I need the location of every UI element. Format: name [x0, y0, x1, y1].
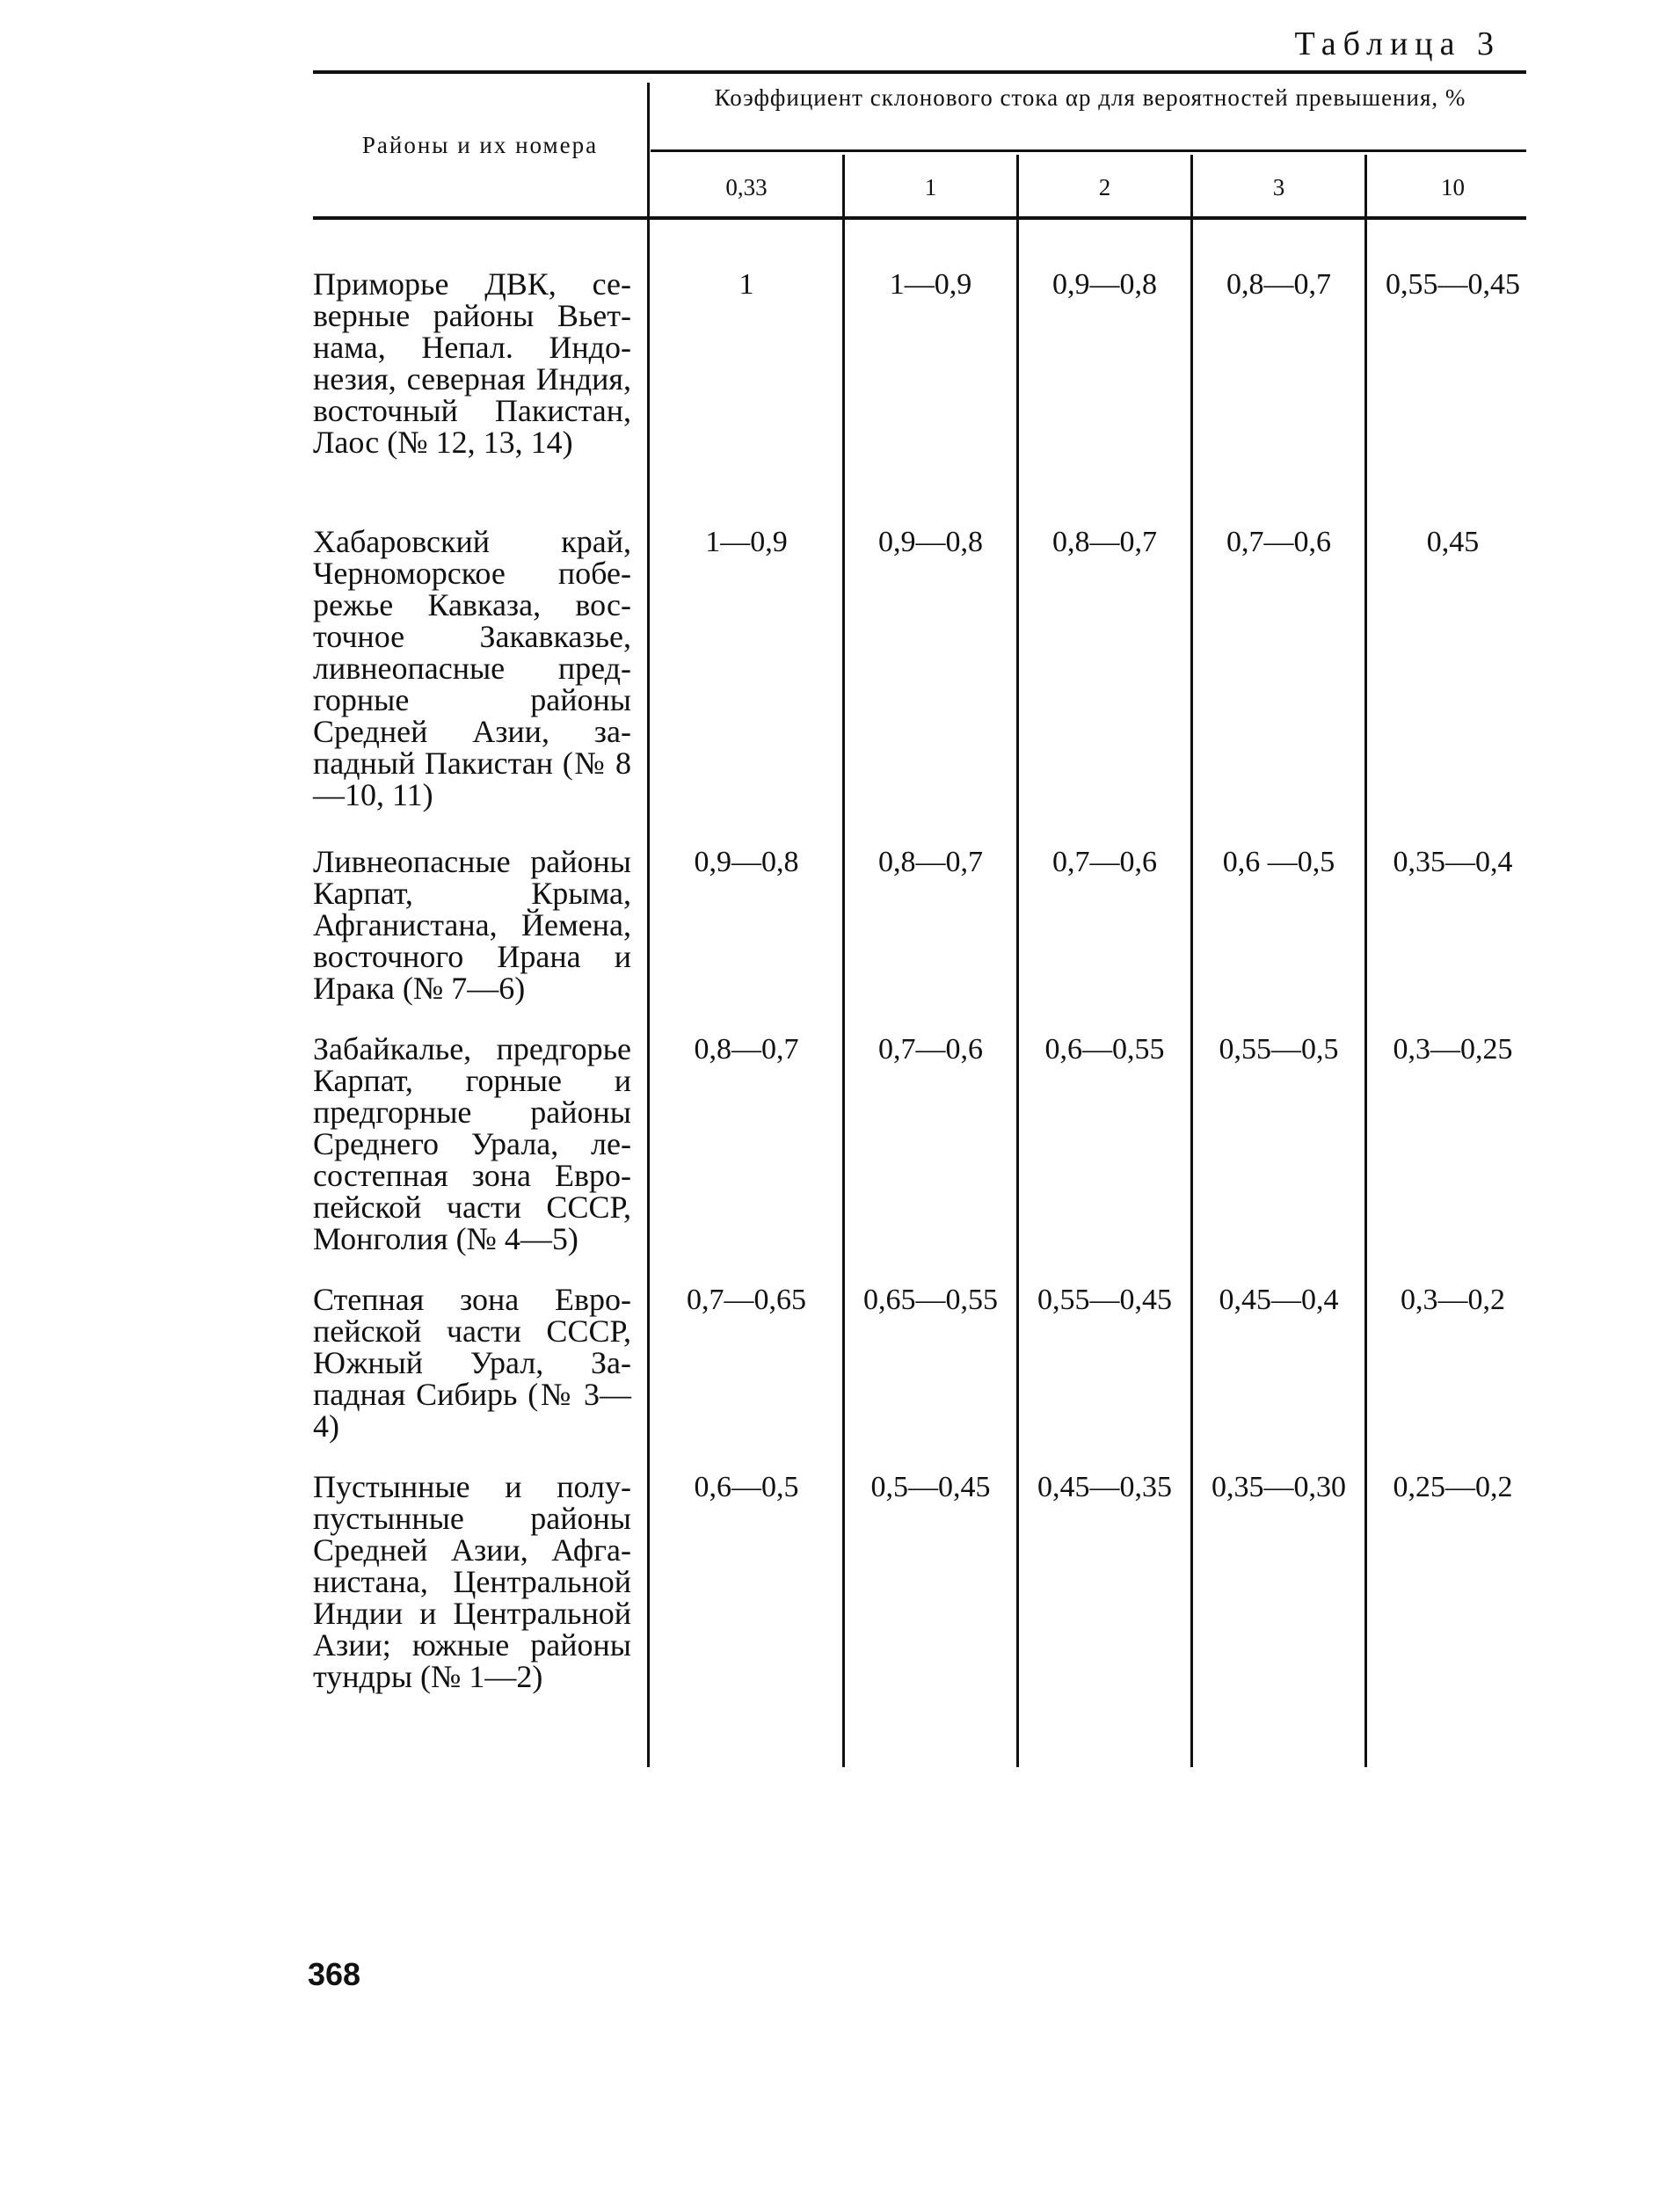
table-row-4-value-2: 0,6—0,55: [1044, 1033, 1165, 1066]
table-row-2-value-2: 0,8—0,7: [1052, 526, 1157, 558]
table-row-6-value-2: 0,45—0,35: [1037, 1471, 1172, 1503]
table-row-4-value-3: 0,55—0,5: [1219, 1033, 1339, 1066]
column-divider-5: [1364, 155, 1367, 1767]
table-row-4-value-0-33: 0,8—0,7: [694, 1033, 799, 1066]
header-prob-1: 1: [924, 174, 937, 200]
table-row-4-value-1: 0,7—0,6: [878, 1033, 983, 1066]
table-row-3-value-1: 0,8—0,7: [878, 846, 983, 878]
table-title: Таблица 3: [1294, 25, 1501, 62]
table-row-5-value-2: 0,55—0,45: [1037, 1284, 1172, 1316]
table-row-5-value-0-33: 0,7—0,65: [687, 1284, 806, 1316]
table-row-5-value-10: 0,3—0,2: [1401, 1284, 1505, 1316]
header-prob-10: 10: [1441, 174, 1465, 200]
header-prob-0-33: 0,33: [725, 174, 768, 200]
subheader-rule: [651, 149, 1526, 152]
table-row-2-value-3: 0,7—0,6: [1226, 526, 1331, 558]
table-row-1-value-10: 0,55—0,45: [1386, 268, 1520, 301]
table-row-2-value-10: 0,45: [1426, 526, 1480, 558]
table-row-6-value-0-33: 0,6—0,5: [694, 1471, 799, 1503]
table-row-3-value-10: 0,35—0,4: [1393, 846, 1513, 878]
table-row-3-value-2: 0,7—0,6: [1052, 846, 1157, 878]
page-number: 368: [308, 1956, 361, 1992]
table-row-1-value-0-33: 1: [739, 268, 754, 301]
table-top-rule: [313, 70, 1526, 74]
table-row-6-value-1: 0,5—0,45: [870, 1471, 991, 1503]
table-row-6-value-10: 0,25—0,2: [1393, 1471, 1513, 1503]
column-divider-1: [647, 83, 650, 1767]
table-row-2-region: Хабаровский край, Черноморское побережье Кавказа, восточное Закавказье, ливнеопасные предгорные районы Средней Азии, западный Пакистан (№ 8—10, 11): [313, 524, 631, 812]
column-divider-2: [842, 155, 845, 1767]
table-row-1-value-1: 1—0,9: [889, 268, 972, 301]
table-row-1-value-3: 0,8—0,7: [1226, 268, 1331, 301]
table-row-5-value-3: 0,45—0,4: [1219, 1284, 1339, 1316]
table-row-5-region: Степная зона Европейской части СССР, Южный Урал, Западная Сибирь (№ 3—4): [313, 1282, 631, 1444]
table-row-4-region: Забайкалье, предгорье Карпат, горные и предгорные районы Среднего Урала, лесостепная зона Европейской части СССР, Монголия (№ 4—5): [313, 1031, 631, 1256]
table-row-3-region: Ливнеопасные районы Карпат, Крыма, Афганистана, Йемена, восточного Ирана и Ирака (№ 7—6): [313, 844, 631, 1006]
table-row-1-region: Приморье ДВК, северные районы Вьетнама, Непал. Индонезия, северная Индия, восточный Пакистан, Лаос (№ 12, 13, 14): [313, 266, 631, 460]
table-row-4-value-10: 0,3—0,25: [1393, 1033, 1513, 1066]
table-row-2-value-0-33: 1—0,9: [705, 526, 788, 558]
table-row-3-value-0-33: 0,9—0,8: [694, 846, 799, 878]
column-divider-4: [1190, 155, 1193, 1767]
table-row-5-value-1: 0,65—0,55: [863, 1284, 998, 1316]
header-prob-3: 3: [1272, 174, 1285, 200]
table-row-2-value-1: 0,9—0,8: [878, 526, 983, 558]
table-row-1-value-2: 0,9—0,8: [1052, 268, 1157, 301]
table-row-6-value-3: 0,35—0,30: [1212, 1471, 1346, 1503]
table-row-3-value-3: 0,6 —0,5: [1222, 846, 1335, 878]
header-bottom-rule: [313, 216, 1526, 220]
header-regions: Районы и их номера: [361, 132, 599, 158]
table-row-6-region: Пустынные и полупустынные районы Средней Азии, Афганистана, Центральной Индии и Центральной Азии; южные районы тундры (№ 1—2): [313, 1469, 631, 1694]
column-divider-3: [1016, 155, 1019, 1767]
header-coefficient: Коэффициент склонового стока αp для вероятностей превышения, %: [714, 84, 1466, 111]
header-prob-2: 2: [1098, 174, 1111, 200]
